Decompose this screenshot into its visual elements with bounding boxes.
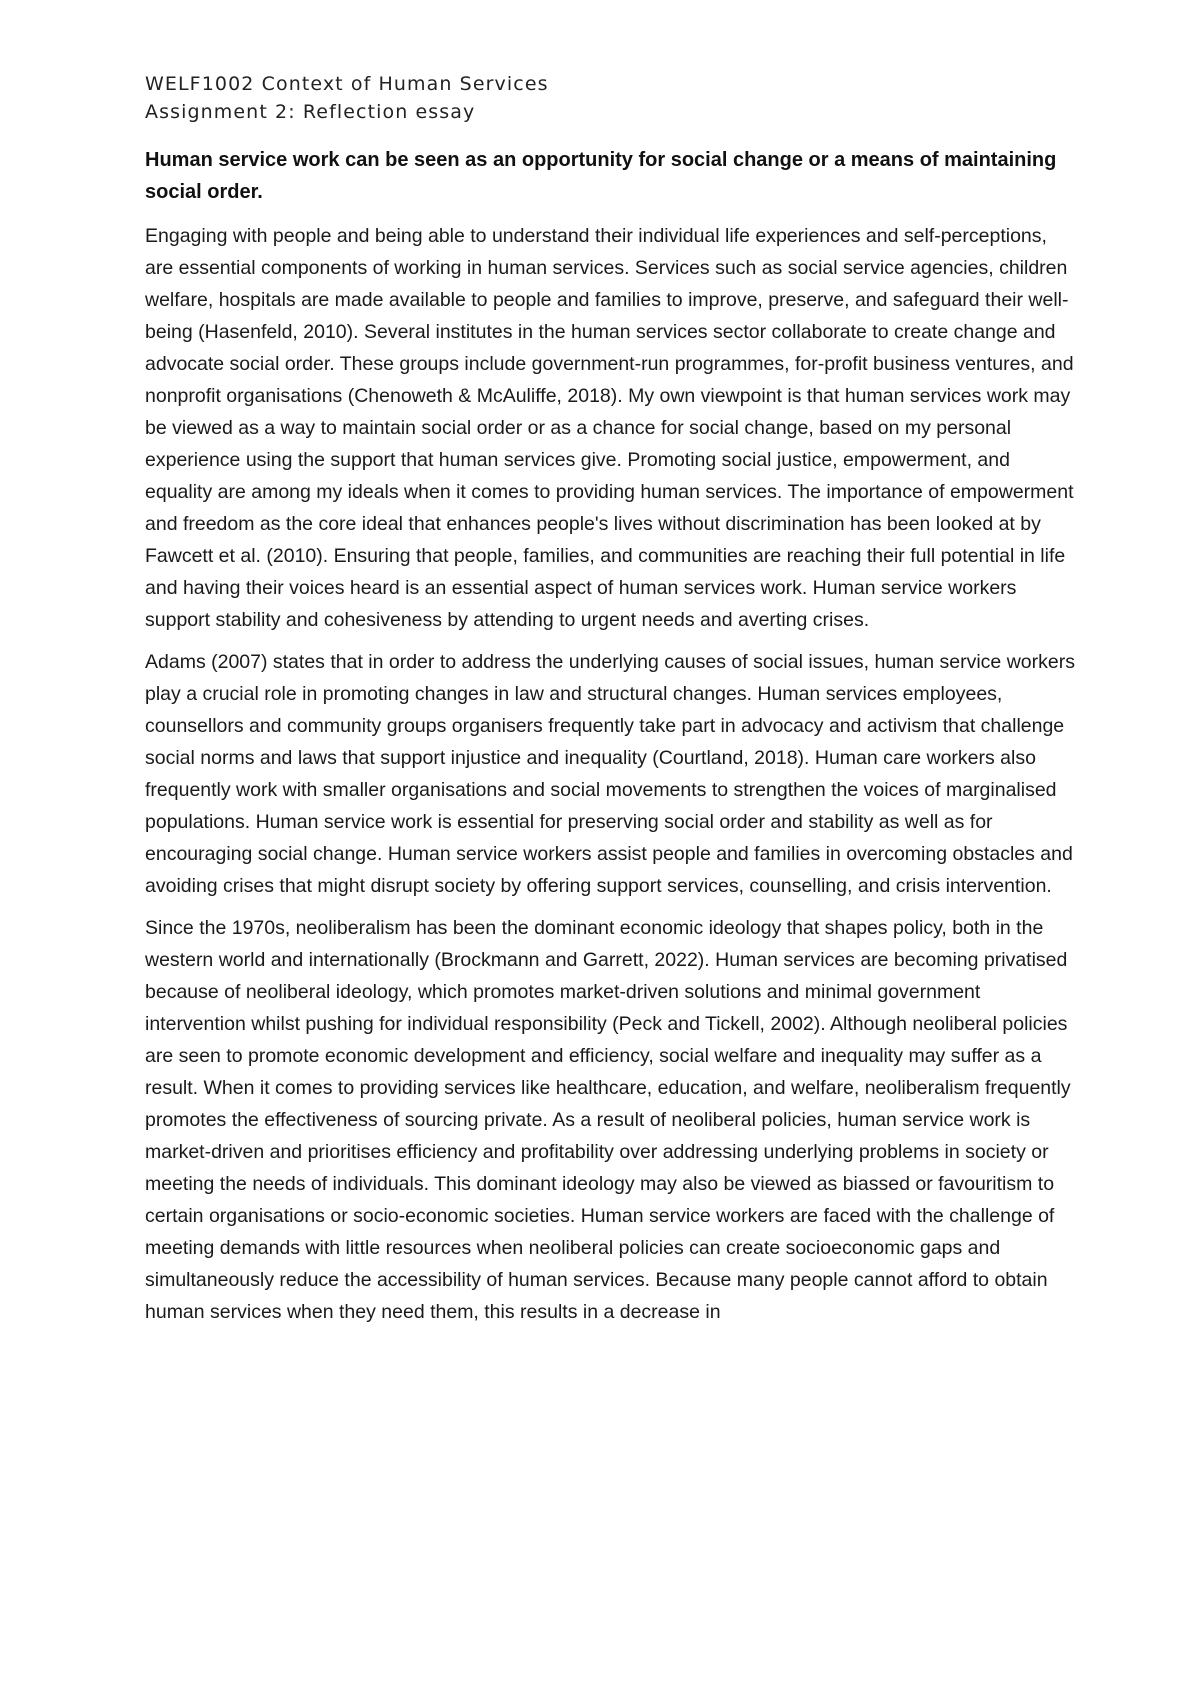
essay-paragraph-2: Adams (2007) states that in order to address the underlying causes of social issues, human service workers play a crucial role in promoting changes in law and structural changes. Human services employees, counsellors and community groups organisers frequently take part in advocacy and activism that challenge social norms and laws that support injustice and inequality (Courtland, 2018). Human care workers also frequently work with smaller organisations and social movements to strengthen the voices of marginalised populations. Human service work is essential for preserving social order and stability as well as for encouraging social change. Human service workers assist people and families in overcoming obstacles and avoiding crises that might disrupt society by offering support services, counselling, and crisis intervention.	[145, 651, 1075, 897]
course-title: WELF1002 Context of Human Services	[145, 73, 549, 95]
assignment-title: Assignment 2: Reflection essay	[145, 101, 476, 123]
essay-paragraph-3: Since the 1970s, neoliberalism has been the dominant economic ideology that shapes policy, both in the western world and internationally (Brockmann and Garrett, 2022). Human services are becoming privatised because of neoliberal ideology, which promotes market-driven solutions and minimal government intervention whilst pushing for individual responsibility (Peck and Tickell, 2002). Although neoliberal policies are seen to promote economic development and efficiency, social welfare and inequality may suffer as a result. When it comes to providing services like healthcare, education, and welfare, neoliberalism frequently promotes the effectiveness of sourcing private. As a result of neoliberal policies, human service work is market-driven and prioritises efficiency and profitability over addressing underlying problems in society or meeting the needs of individuals. This dominant ideology may also be viewed as biassed or favouritism to certain organisations or socio-economic societies. Human service workers are faced with the challenge of meeting demands with little resources when neoliberal policies can create socioeconomic gaps and simultaneously reduce the accessibility of human services. Because many people cannot afford to obtain human services when they need them, this results in a decrease in	[145, 917, 1071, 1323]
essay-title: Human service work can be seen as an opportunity for social change or a means of maintaining social order.	[145, 149, 1057, 203]
document-content	[145, 70, 1075, 1328]
essay-paragraph-1: Engaging with people and being able to understand their individual life experiences and self-perceptions, are essential components of working in human services. Services such as social service agencies, children welfare, hospitals are made available to people and families to improve, preserve, and safeguard their well-being (Hasenfeld, 2010). Several institutes in the human services sector collaborate to create change and advocate social order. These groups include government-run programmes, for-profit business ventures, and nonprofit organisations (Chenoweth & McAuliffe, 2018). My own viewpoint is that human services work may be viewed as a way to maintain social order or as a chance for social change, based on my personal experience using the support that human services give. Promoting social justice, empowerment, and equality are among my ideals when it comes to providing human services. The importance of empowerment and freedom as the core ideal that enhances people's lives without discrimination has been looked at by Fawcett et al. (2010). Ensuring that people, families, and communities are reaching their full potential in life and having their voices heard is an essential aspect of human services work. Human service workers support stability and cohesiveness by attending to urgent needs and averting crises.	[145, 225, 1074, 631]
